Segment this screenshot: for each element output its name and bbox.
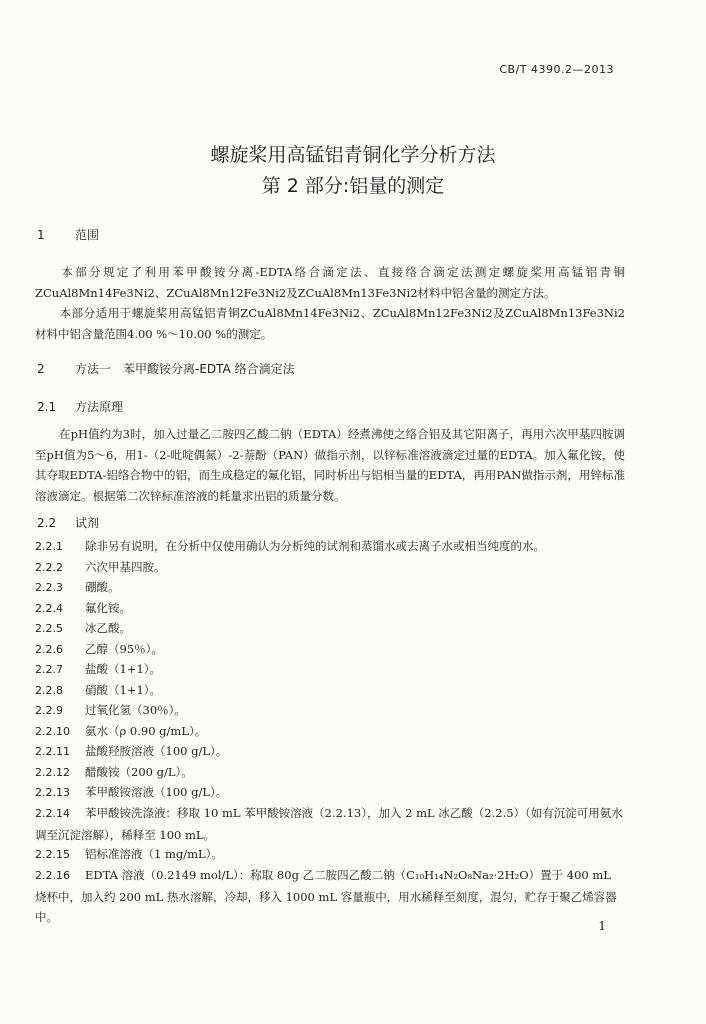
item-text: 盐酸羟胺溶液（100 g/L）。 (85, 744, 228, 758)
scope-paragraph-1 (35, 262, 625, 303)
section-title: 方法原理 (75, 400, 124, 414)
section-title: 方法一 苯甲酸铵分离-EDTA 络合滴定法 (75, 362, 295, 376)
item-text: 氟化铵。 (85, 601, 131, 615)
reagent-item (35, 659, 625, 681)
item-number: 2.2.4 (35, 602, 63, 615)
item-text: 硼酸。 (85, 580, 120, 594)
item-text: 氨水（ρ 0.90 g/mL）。 (85, 724, 207, 738)
reagent-item (35, 639, 625, 661)
item-text: 冰乙酸。 (85, 621, 131, 635)
reagent-item (35, 598, 625, 620)
item-number: 2.2.15 (35, 848, 70, 861)
section-number: 2.1 (37, 400, 57, 414)
item-text: 盐酸（1+1）。 (85, 662, 162, 676)
reagent-item (35, 762, 625, 784)
item-number: 2.2.9 (35, 704, 63, 717)
item-number: 2.2.1 (35, 540, 63, 553)
item-text: 苯甲酸铵洗涤液：移取 10 mL 苯甲酸铵溶液（2.2.13），加入 2 mL 冰乙酸（2.2.5）（如有沉淀可用氨水调至沉淀溶解），稀释至 100 mL。 (35, 806, 623, 842)
paragraph-text: 在pH值约为3时，加入过量乙二胺四乙酸二钠（EDTA）经煮沸使之络合铝及其它阳离子，再用六次甲基四胺调至pH值为5～6，用1-（2-吡啶偶氮）-2-萘酚（PAN）做指示剂，以锌标准溶液滴定过量的EDTA。加入氟化铵，使其夺取EDTA-铝络合物中的铝，而生成稳定的氟化铝，同时析出与铝相当量的EDTA，再用PAN做指示剂，用锌标准溶液滴定。根据第二次锌标准溶液的耗量求出铝的质量分数。 (35, 427, 625, 503)
standard-number: CB/T 4390.2—2013 (499, 63, 614, 76)
section-number: 2 (37, 362, 45, 376)
item-text: 乙醇（95％）。 (85, 642, 163, 656)
scope-paragraph-2 (35, 303, 625, 344)
principle-paragraph (35, 424, 625, 506)
item-text: 铝标准溶液（1 mg/mL）。 (85, 847, 223, 861)
item-text: 六次甲基四胺。 (85, 560, 166, 574)
reagent-item (35, 741, 625, 763)
item-number: 2.2.14 (35, 807, 70, 820)
item-number: 2.2.3 (35, 581, 63, 594)
item-number: 2.2.11 (35, 745, 70, 758)
reagent-item (35, 865, 625, 928)
item-number: 2.2.2 (35, 561, 63, 574)
item-text: 过氧化氢（30％）。 (85, 703, 186, 717)
item-number: 2.2.10 (35, 725, 70, 738)
page-number: 1 (598, 919, 606, 933)
paragraph-text: 本部分适用于螺旋桨用高锰铝青铜ZCuAl8Mn14Fe3Ni2、ZCuAl8Mn12Fe3Ni2及ZCuAl8Mn13Fe3Ni2材料中铝含量范围4.00 %～10.00 %的测定。 (35, 306, 625, 341)
item-text: EDTA 溶液（0.2149 mol/L）：称取 80g 乙二胺四乙酸二钠（C₁₀H₁₄N₂O₈Na₂·2H₂O）置于 400 mL 烧杯中，加入约 200 mL 热水溶解，冷却，移入 1000 mL 容量瓶中，用水稀释至刻度，混匀，贮存于聚乙烯容器中。 (35, 868, 617, 924)
item-number: 2.2.12 (35, 766, 70, 779)
reagent-item (35, 680, 625, 702)
item-number: 2.2.13 (35, 786, 70, 799)
section-2-heading (37, 360, 295, 377)
reagent-item (35, 557, 625, 579)
section-number: 2.2 (37, 516, 57, 530)
reagent-item (35, 721, 625, 743)
item-number: 2.2.8 (35, 684, 63, 697)
section-title: 范围 (75, 228, 100, 242)
item-number: 2.2.7 (35, 663, 63, 676)
item-text: 硝酸（1+1）。 (85, 683, 162, 697)
section-2-1-heading (37, 398, 123, 415)
item-text: 苯甲酸铵溶液（100 g/L）。 (85, 785, 228, 799)
reagent-item (35, 844, 625, 866)
item-number: 2.2.16 (35, 869, 70, 882)
reagent-item (35, 577, 625, 599)
document-subtitle: 第 2 部分:铝量的测定 (261, 175, 445, 197)
paragraph-text: 本部分规定了利用苯甲酸铵分离-EDTA络合滴定法、直接络合滴定法测定螺旋桨用高锰铝青铜ZCuAl8Mn14Fe3Ni2、ZCuAl8Mn12Fe3Ni2及ZCuAl8Mn13Fe3Ni2材料中铝含量的测定方法。 (35, 265, 625, 300)
reagent-item (35, 803, 625, 845)
item-number: 2.2.6 (35, 643, 63, 656)
section-1-heading (37, 226, 99, 243)
item-number: 2.2.5 (35, 622, 63, 635)
section-title: 试剂 (75, 516, 100, 530)
item-text: 醋酸铵（200 g/L）。 (85, 765, 193, 779)
section-number: 1 (37, 228, 45, 242)
reagent-item (35, 700, 625, 722)
item-text: 除非另有说明，在分析中仅使用确认为分析纯的试剂和蒸馏水或去离子水或相当纯度的水。 (85, 539, 545, 553)
reagent-item (35, 536, 625, 558)
reagent-item (35, 618, 625, 640)
reagent-item (35, 782, 625, 804)
document-title: 螺旋桨用高锰铝青铜化学分析方法 (210, 144, 496, 166)
section-2-2-heading (37, 514, 99, 531)
